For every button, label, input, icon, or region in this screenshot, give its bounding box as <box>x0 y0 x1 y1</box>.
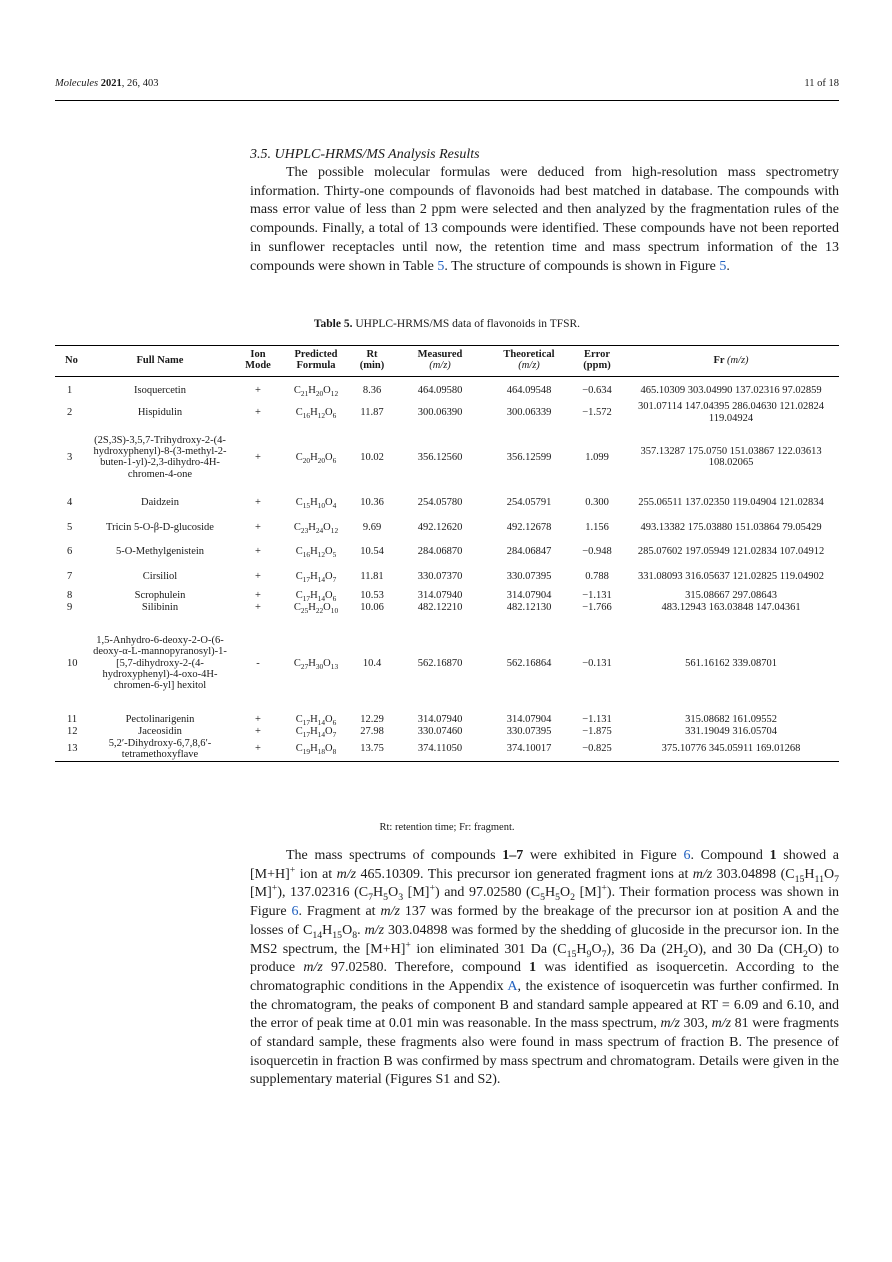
cell-measured: 314.07940 <box>417 589 463 601</box>
cell-fragments: 465.10309 303.04990 137.02316 97.02859 <box>640 384 822 396</box>
header-theoretical: Theoretical (m/z) <box>503 349 555 372</box>
cell-full-name: Jaceosidin <box>138 725 182 737</box>
cell-fragments: 483.12943 163.03848 147.04361 <box>661 601 801 613</box>
header-full-name: Full Name <box>136 354 184 366</box>
cell-error: −1.766 <box>582 601 612 613</box>
cell-ion-mode: + <box>255 725 261 737</box>
header-ion-mode: Ion Mode <box>245 349 271 372</box>
cell-rt: 27.98 <box>360 725 384 737</box>
cell-measured: 356.12560 <box>417 451 463 463</box>
cell-error: 0.788 <box>585 571 609 583</box>
page-header <box>55 78 839 94</box>
cell-ion-mode: - <box>256 657 260 669</box>
cell-formula: $C_{17}H_{14}O_6$ <box>295 589 337 603</box>
cell-ion-mode: + <box>255 521 261 533</box>
journal-name: Molecules <box>55 78 99 89</box>
cell-measured: 314.07940 <box>417 713 463 725</box>
section-title: 3.5. UHPLC-HRMS/MS Analysis Results <box>250 147 480 162</box>
cell-error: −0.634 <box>582 384 612 396</box>
table-row <box>55 376 839 400</box>
cell-no: 9 <box>67 601 73 613</box>
table-caption-label: Table 5. <box>313 318 353 330</box>
table-row <box>55 589 839 601</box>
cell-measured: 482.12210 <box>417 601 463 613</box>
flavonoid-table <box>55 345 839 762</box>
cell-fragments: 315.08682 161.09552 <box>685 713 777 725</box>
cell-error: −0.131 <box>582 657 612 669</box>
cell-measured: 464.09580 <box>417 384 463 396</box>
cell-error: −1.875 <box>582 725 612 737</box>
cell-ion-mode: + <box>255 451 261 463</box>
cell-fragments: 301.07114 147.04395 286.04630 121.02824 119.04924 <box>638 401 824 424</box>
cell-fragments: 375.10776 345.05911 169.01268 <box>661 743 801 755</box>
table-row <box>55 713 839 725</box>
paragraph-intro-text-2: . The structure of compounds is shown in Figure <box>444 258 720 274</box>
cell-theoretical: 562.16864 <box>506 657 552 669</box>
cell-theoretical: 492.12678 <box>506 521 552 533</box>
cell-rt: 9.69 <box>362 521 382 533</box>
table-row <box>55 400 839 425</box>
cell-fragments: 255.06511 137.02350 119.04904 121.02834 <box>638 496 824 508</box>
cell-error: −1.131 <box>582 589 612 601</box>
cell-theoretical: 314.07904 <box>506 589 552 601</box>
paragraph-intro-text: The possible molecular formulas were deduced from high-resolution mass spectrometry information. Thirty-one compounds of flavonoids had best matched in database. The compounds with mass error value of less than 2 ppm were selected and then analyzed by the fragmentation rules of the compounds. Finally, a total of 13 compounds were identified. These compounds have not been reported in sunflower receptacles until now, the retention time and mass spectrum information of the 13 compounds were shown in Table <box>250 165 839 274</box>
table-caption <box>55 318 839 330</box>
cell-rt: 10.53 <box>360 589 384 601</box>
cell-measured: 374.11050 <box>417 743 463 755</box>
cell-full-name: 5,2′-Dihydroxy-6,7,8,6′-tetramethoxyflave <box>108 737 212 761</box>
table-row <box>55 601 839 613</box>
cell-formula: $C_{17}H_{14}O_6$ <box>295 713 337 727</box>
cell-error: −0.948 <box>582 546 612 558</box>
cell-fragments: 331.19049 316.05704 <box>685 725 777 737</box>
cell-formula: $C_{21}H_{20}O_{12}$ <box>293 384 339 398</box>
cell-fragments: 285.07602 197.05949 121.02834 107.04912 <box>637 546 825 558</box>
table-row <box>55 539 839 564</box>
figure-5-link[interactable]: 5 <box>719 258 727 274</box>
header-no: No <box>65 354 78 366</box>
table-row <box>55 725 839 737</box>
cell-no: 13 <box>67 743 78 755</box>
cell-full-name: Isoquercetin <box>134 384 186 396</box>
cell-formula: $C_{15}H_{10}O_4$ <box>295 496 337 510</box>
cell-formula: $C_{20}H_{20}O_6$ <box>295 451 337 465</box>
cell-no: 6 <box>67 546 73 558</box>
cell-ion-mode: + <box>255 601 261 613</box>
cell-no: 11 <box>67 713 78 725</box>
paragraph-results: The mass spectrums of compounds 1–7 were exhibited in Figure 6. Compound 1 showed a [M+H]+ ion at m/z 465.10309. This precursor ion generated fragment ions at m/z 303.04898 ($C_{15}H_{11}O_7$ [M]+), 137.02316 ($C_7H_5O_3$ [M]+) and 97.02580 ($C_5H_5O_2$ [M]+). Their formation process was shown in Figure 6. Fragment at m/z 137 was formed by the breakage of the precursor ion at position A and the losses of $C_{14}H_{15}O_8$. m/z 303.04898 was formed by the shedding of glucoside in the precursor ion. In the MS2 spectrum, the [M+H]+ ion eliminated 301 Da $(C_{15}H_9O_7)$, 36 Da $(2H_2O)$, and 30 Da $(CH_2O)$ to produce m/z 97.02580. Therefore, compound 1 was identified as isoquercetin. According to the chromatographic conditions in the Appendix A, the existence of isoquercetin was further confirmed. In the chromatogram, the peaks of component B and standard sample appeared at RT = 6.09 and 6.10, and the error of peak time at 0.01 min was reasonable. In the mass spectrum, m/z 303, m/z 81 were fragments of standard sample, these fragments also were found in mass spectrum of fraction B. The presence of isoquercetin in fraction B was confirmed by mass spectrum and chromatogram. Details were given in the supplementary material (Figures S1 and S2). <box>250 848 840 1088</box>
table-row <box>55 737 839 761</box>
header-fragments: Fr (m/z) <box>713 354 749 366</box>
journal-year: 2021 <box>100 78 122 89</box>
cell-formula: $C_{25}H_{22}O_{10}$ <box>293 601 339 615</box>
table-row <box>55 613 839 713</box>
journal-citation <box>55 78 159 89</box>
cell-measured: 284.06870 <box>417 546 463 558</box>
cell-rt: 10.54 <box>360 546 384 558</box>
cell-formula: $C_{23}H_{24}O_{12}$ <box>293 521 339 535</box>
cell-ion-mode: + <box>255 496 261 508</box>
cell-no: 2 <box>67 407 73 419</box>
header-predicted-formula: Predicted Formula <box>294 349 338 372</box>
cell-formula: $C_{16}H_{12}O_5$ <box>295 546 337 560</box>
cell-rt: 12.29 <box>360 713 384 725</box>
cell-measured: 254.05780 <box>417 496 463 508</box>
cell-measured: 330.07370 <box>417 571 463 583</box>
header-error: Error (ppm) <box>583 349 611 372</box>
cell-ion-mode: + <box>255 407 261 419</box>
header-rt: Rt (min) <box>359 349 385 372</box>
cell-theoretical: 374.10017 <box>506 743 552 755</box>
cell-measured: 330.07460 <box>417 725 463 737</box>
cell-full-name: Pectolinarigenin <box>125 713 195 725</box>
cell-theoretical: 314.07904 <box>506 713 552 725</box>
cell-formula: $C_{17}H_{14}O_7$ <box>295 571 337 585</box>
cell-no: 5 <box>67 521 73 533</box>
cell-fragments: 357.13287 175.0750 151.03867 122.03613 108.02065 <box>640 445 822 469</box>
cell-ion-mode: + <box>255 571 261 583</box>
table-row <box>55 564 839 589</box>
cell-ion-mode: + <box>255 384 261 396</box>
cell-no: 3 <box>67 451 73 463</box>
cell-rt: 13.75 <box>360 743 384 755</box>
cell-ion-mode: + <box>255 713 261 725</box>
cell-theoretical: 300.06339 <box>506 407 552 419</box>
cell-theoretical: 330.07395 <box>506 725 552 737</box>
cell-error: 1.099 <box>585 451 609 463</box>
cell-theoretical: 356.12599 <box>506 451 552 463</box>
cell-error: 0.300 <box>585 496 609 508</box>
cell-formula: $C_{17}H_{14}O_7$ <box>295 725 337 739</box>
cell-no: 12 <box>67 725 78 737</box>
cell-rt: 10.02 <box>360 451 384 463</box>
cell-rt: 8.36 <box>362 384 382 396</box>
cell-measured: 492.12620 <box>417 521 463 533</box>
cell-no: 1 <box>67 384 73 396</box>
cell-theoretical: 482.12130 <box>506 601 552 613</box>
page-number: 11 of 18 <box>804 78 839 89</box>
cell-fragments: 315.08667 297.08643 <box>685 589 777 601</box>
cell-no: 4 <box>67 496 73 508</box>
cell-ion-mode: + <box>255 546 261 558</box>
cell-rt: 10.4 <box>362 657 382 669</box>
cell-rt: 10.06 <box>360 601 384 613</box>
cell-error: −1.131 <box>582 713 612 725</box>
table-body <box>55 376 839 761</box>
cell-fragments: 493.13382 175.03880 151.03864 79.05429 <box>640 521 822 533</box>
cell-no: 10 <box>67 657 78 669</box>
cell-measured: 300.06390 <box>417 407 463 419</box>
cell-fragments: 331.08093 316.05637 121.02825 119.04902 <box>638 571 824 583</box>
cell-no: 8 <box>67 589 73 601</box>
table-row <box>55 425 839 489</box>
cell-formula: $C_{16}H_{12}O_6$ <box>295 407 337 421</box>
cell-full-name: Scrophulein <box>134 589 186 601</box>
cell-rt: 10.36 <box>360 496 384 508</box>
cell-full-name: Hispidulin <box>137 407 183 419</box>
cell-measured: 562.16870 <box>417 657 463 669</box>
cell-ion-mode: + <box>255 589 261 601</box>
cell-error: −1.572 <box>582 407 612 419</box>
cell-rt: 11.87 <box>360 407 384 419</box>
cell-full-name: Daidzein <box>141 496 179 508</box>
table-header-row <box>55 346 839 377</box>
table-5-link[interactable]: 5 <box>437 258 445 274</box>
header-measured: Measured (m/z) <box>417 349 463 372</box>
cell-full-name: Silibinin <box>141 601 179 613</box>
cell-full-name: (2S,3S)-3,5,7-Trihydroxy-2-(4-hydroxyphenyl)-8-(3-methyl-2-buten-1-yl)-2,3-dihydro-4H-chromen-4-one <box>93 434 227 480</box>
cell-formula: $C_{19}H_{18}O_8$ <box>295 743 337 757</box>
journal-volume: , 26, 403 <box>121 78 159 89</box>
header-rule <box>55 100 839 101</box>
paragraph-intro-end: . <box>726 258 730 274</box>
cell-no: 7 <box>67 571 73 583</box>
paragraph-intro <box>250 164 839 276</box>
cell-theoretical: 330.07395 <box>506 571 552 583</box>
cell-fragments: 561.16162 339.08701 <box>685 657 777 669</box>
table-caption-text: UHPLC-HRMS/MS data of flavonoids in TFSR. <box>352 318 581 330</box>
cell-ion-mode: + <box>255 743 261 755</box>
cell-error: 1.156 <box>585 521 609 533</box>
cell-rt: 11.81 <box>360 571 384 583</box>
cell-theoretical: 284.06847 <box>506 546 552 558</box>
cell-full-name: 5-O-Methylgenistein <box>115 546 205 558</box>
cell-theoretical: 254.05791 <box>506 496 552 508</box>
cell-formula: $C_{27}H_{30}O_{13}$ <box>293 657 339 671</box>
cell-theoretical: 464.09548 <box>506 384 552 396</box>
cell-full-name: Tricin 5-O-β-D-glucoside <box>106 521 214 533</box>
cell-full-name: Cirsiliol <box>142 571 178 583</box>
cell-full-name: 1,5-Anhydro-6-deoxy-2-O-(6-deoxy-α-L-mannopyranosyl)-1-[5,7-dihydroxy-2-(4-hydroxyphenyl)-4-oxo-4H-chromen-6-yl] hexitol <box>93 634 227 692</box>
cell-error: −0.825 <box>582 743 612 755</box>
table-row <box>55 489 839 515</box>
table-footnote: Rt: retention time; Fr: fragment. <box>379 822 515 833</box>
table-row <box>55 515 839 539</box>
